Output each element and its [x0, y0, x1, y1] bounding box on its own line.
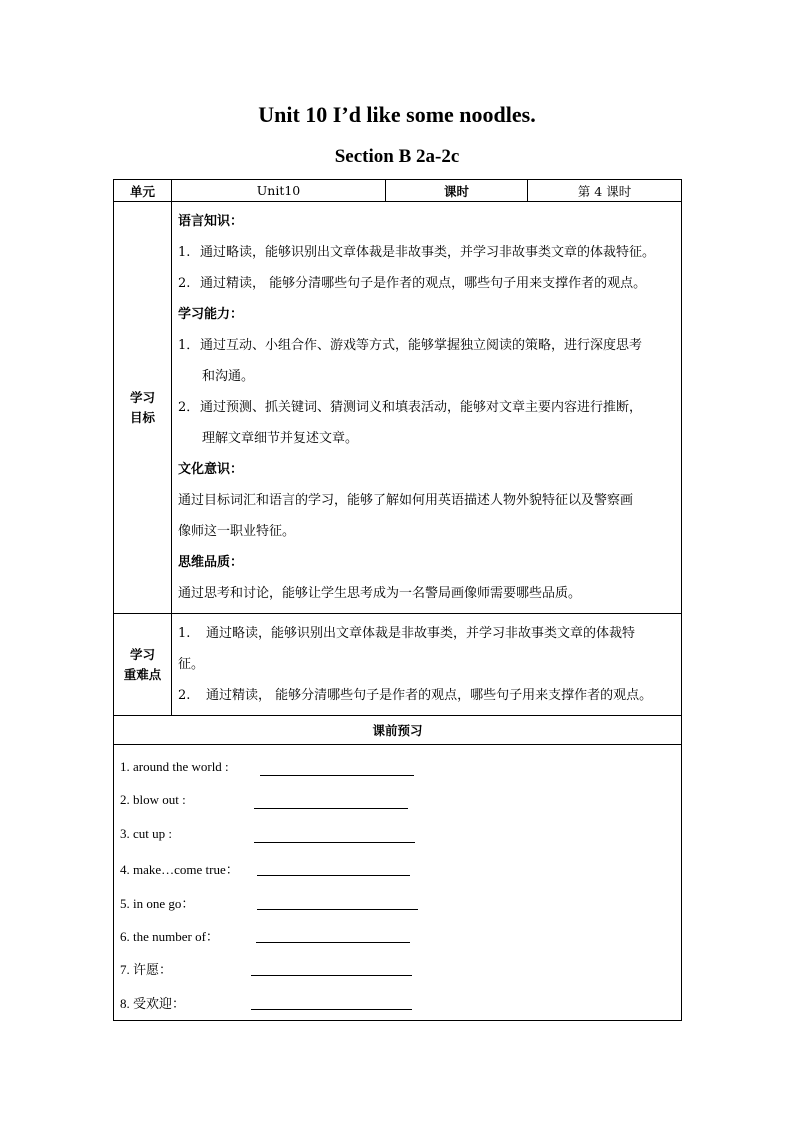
- thinking-heading: 思维品质：: [178, 555, 244, 570]
- ability-item-continued: 理解文章细节并复述文章。: [202, 431, 359, 446]
- item-text: 通过精读， 能够分清哪些句子是作者的观点，哪些句子用来支撑作者的观点。: [200, 276, 647, 291]
- exercise-item: [120, 953, 675, 986]
- unit-label: 单元: [114, 180, 172, 202]
- item-number: 1．: [178, 338, 200, 353]
- preview-title-row: [114, 716, 682, 745]
- answer-blank[interactable]: [254, 842, 415, 843]
- difficulty-item-continued: 征。: [178, 657, 205, 672]
- item-text: 通过略读，能够识别出文章体裁是非故事类，并学习非故事类文章的体裁特征。: [200, 245, 656, 260]
- culture-heading: 文化意识：: [178, 462, 244, 477]
- exercise-prompt: 4. make…come true：: [120, 862, 239, 878]
- unit-value: Unit10: [172, 180, 386, 202]
- answer-blank[interactable]: [251, 975, 412, 976]
- answer-blank[interactable]: [256, 942, 410, 943]
- culture-text-continued: 像师这一职业特征。: [178, 524, 296, 539]
- item-number: 1.: [178, 626, 191, 641]
- difficulties-label: [114, 614, 172, 716]
- lang-heading: 语言知识：: [178, 214, 244, 229]
- item-text: 通过预测、抓关键词、猜测词义和填表活动，能够对文章主要内容进行推断，: [200, 400, 643, 415]
- ability-heading: 学习能力：: [178, 307, 244, 322]
- lang-item: [178, 268, 677, 299]
- exercise-prompt: 1. around the world :: [120, 759, 229, 774]
- preview-exercise-row: [114, 745, 682, 1021]
- difficulty-item: [178, 618, 677, 649]
- objectives-content: [172, 202, 682, 614]
- header-row: [114, 180, 682, 202]
- preview-title: 课前预习: [114, 716, 682, 745]
- ability-item: [178, 330, 677, 361]
- difficulties-content: [172, 614, 682, 716]
- exercise-prompt: 2. blow out :: [120, 792, 186, 808]
- lesson-label: 课时: [386, 180, 528, 202]
- exercise-prompt: 3. cut up :: [120, 825, 172, 841]
- item-number: 2.: [178, 688, 191, 703]
- item-number: 2.: [178, 276, 191, 291]
- lesson-plan-table: [113, 179, 682, 1021]
- ability-item-continued: 和沟通。: [202, 369, 255, 384]
- item-text: 通过互动、小组合作、游戏等方式，能够掌握独立阅读的策略，进行深度思考: [200, 338, 643, 353]
- difficulties-label-line2: 重难点: [123, 666, 162, 682]
- objectives-label-line1: 学习: [129, 389, 155, 405]
- exercise-item: [120, 820, 675, 853]
- preview-exercises: [114, 745, 682, 1021]
- thinking-text: 通过思考和讨论，能够让学生思考成为一名警局画像师需要哪些品质。: [178, 586, 582, 601]
- objectives-row: [114, 202, 682, 614]
- exercise-item: [120, 887, 675, 920]
- answer-blank[interactable]: [257, 875, 410, 876]
- answer-blank[interactable]: [260, 775, 414, 776]
- answer-blank[interactable]: [254, 808, 408, 809]
- difficulties-row: [114, 614, 682, 716]
- answer-blank[interactable]: [257, 909, 418, 910]
- exercise-item: [120, 786, 675, 819]
- objectives-label-line2: 目标: [129, 409, 155, 425]
- exercise-prompt: 5. in one go：: [120, 895, 195, 911]
- difficulties-label-line1: 学习: [129, 646, 155, 662]
- exercise-item: [120, 753, 675, 786]
- exercise-item: [120, 987, 675, 1020]
- exercise-prompt: 7. 许愿：: [120, 962, 173, 978]
- ability-item: [178, 392, 677, 423]
- lesson-value: 第 4 课时: [528, 180, 682, 202]
- page-title: Unit 10 I’d like some noodles.: [258, 102, 536, 127]
- item-text: 通过略读，能够识别出文章体裁是非故事类，并学习非故事类文章的体裁特: [206, 626, 636, 641]
- exercise-prompt: 6. the number of：: [120, 928, 219, 944]
- exercise-item: [120, 920, 675, 953]
- page-subtitle: Section B 2a-2c: [334, 146, 460, 167]
- culture-text: 通过目标词汇和语言的学习，能够了解如何用英语描述人物外貌特征以及警察画: [178, 493, 634, 508]
- exercise-item: [120, 853, 675, 886]
- exercise-prompt: 8. 受欢迎：: [120, 995, 186, 1011]
- item-number: 1.: [178, 245, 191, 260]
- answer-blank[interactable]: [251, 1009, 412, 1010]
- item-text: 通过精读， 能够分清哪些句子是作者的观点，哪些句子用来支撑作者的观点。: [206, 688, 653, 703]
- item-number: 2．: [178, 400, 200, 415]
- difficulty-item: [178, 680, 677, 711]
- objectives-label: [114, 202, 172, 614]
- lang-item: [178, 237, 677, 268]
